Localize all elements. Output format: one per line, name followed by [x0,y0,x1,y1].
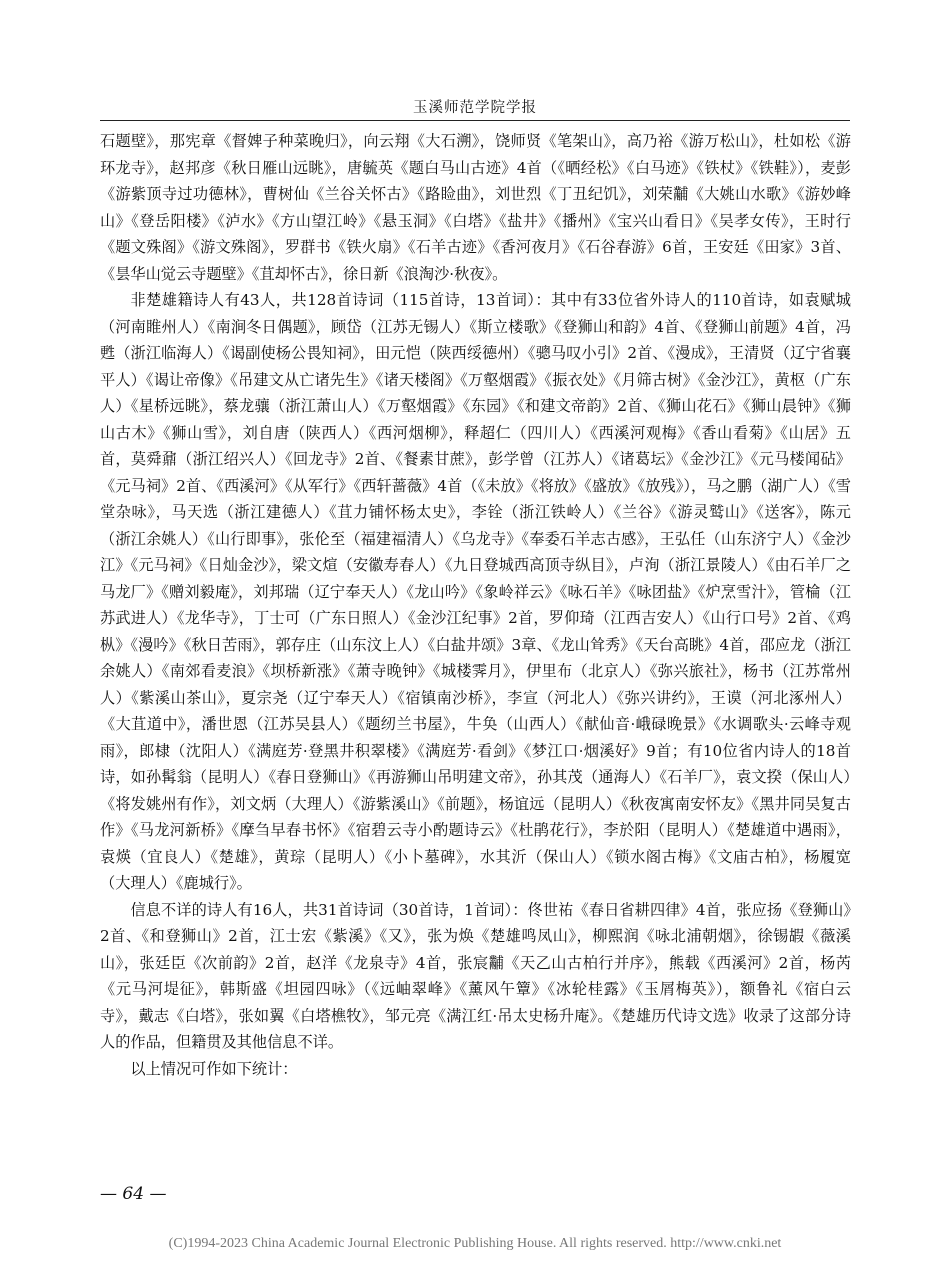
copyright-footer: (C)1994-2023 China Academic Journal Electronic Publishing House. All rights reserved. http://www.cnki.net [168,1236,782,1251]
article-body [100,128,851,1082]
paragraph-statistics-intro: 以上情况可作如下统计： [130,1059,298,1078]
header-rule [100,120,850,121]
paragraph-non-chuxiong-poets: 非楚雄籍诗人有43人，共128首诗词（115首诗，13首词）：其中有33位省外诗人的110首诗，如袁赋城（河南睢州人）《南涧冬日偶题》，顾岱（江苏无锡人）《斯立楼歌》《登狮山和韵》4首、《登狮山前题》4首，冯甦（浙江临海人）《谒副使杨公畏知祠》，田元恺（陕西绥德州）《骢马叹小引》2首、《漫成》，王清贤（辽宁省襄平人）《谒让帝像》《吊建文从亡诸先生》《诸天楼阁》《万壑烟霞》《振衣处》《月筛古树》《金沙江》，黄枢（广东人）《星桥远眺》，蔡龙骧（浙江萧山人）《万壑烟霞》《东园》《和建文帝韵》2首、《狮山花石》《狮山晨钟》《狮山古木》《狮山雪》，刘自唐（陕西人）《西河烟柳》，释超仁（四川人）《西溪河观梅》《香山看菊》《山居》五首，莫舜鼐（浙江绍兴人）《回龙寺》2首、《餐素甘蔗》，彭学曾（江苏人）《诸葛坛》《金沙江》《元马楼闻砧》《元马祠》2首、《西溪河》《从军行》《西轩蔷薇》4首（《未放》《将放》《盛放》《放残》），马之鹏（湖广人）《雪堂杂咏》，马天选（浙江建德人）《苴力铺怀杨太史》，李铨（浙江铁岭人）《兰谷》《游灵鹫山》《送客》，陈元（浙江余姚人）《山行即事》，张伦至（福建福清人）《乌龙寺》《奉委石羊志古感》，王弘任（山东济宁人）《金沙江》《元马祠》《日灿金沙》，梁文煊（安徽寿春人）《九日登城西高顶寺纵目》，卢洵（浙江景陵人）《由石羊厂之马龙厂》《赠刘毅庵》，刘邦瑞（辽宁奉天人）《龙山吟》《象岭祥云》《咏石羊》《咏团盐》《炉烹雪汁》，管棆（江苏武进人）《龙华寺》，丁士可（广东日照人）《金沙江纪事》2首，罗仰琦（江西吉安人）《山行口号》2首、《鸡枞》《漫吟》《秋日苦雨》，郭存庄（山东汶上人）《白盐井颂》3章、《龙山耸秀》《天台高眺》4首，邵应龙（浙江余姚人）《南郊看麦浪》《坝桥新涨》《萧寺晚钟》《城楼霁月》，伊里布（北京人）《弥兴旅社》，杨书（江苏常州人）《紫溪山茶山》，夏宗尧（辽宁奉天人）《宿镇南沙桥》，李宣（河北人）《弥兴讲约》，王谟（河北涿州人）《大苴道中》，潘世恩（江苏吴县人）《题纫兰书屋》，牛奂（山西人）《献仙音·峨碌晚景》《水调歌头·云峰寺观雨》，郎棣（沈阳人）《满庭芳·登黑井积翠楼》《满庭芳·看剑》《梦江口·烟溪好》9首；有10位省内诗人的18首诗，如孙髯翁（昆明人）《春日登狮山》《再游狮山吊明建文帝》，孙其茂（通海人）《石羊厂》，袁文揆（保山人）《将发姚州有作》，刘文炳（大理人）《游紫溪山》《前题》，杨谊远（昆明人）《秋夜寓南安怀友》《黑井同吴复古作》《马龙河新桥》《摩刍早春书怀》《宿碧云寺小酌题诗云》《杜鹃花行》，李於阳（昆明人）《楚雄道中遇雨》，袁煐（宜良人）《楚雄》，黄琮（昆明人）《小卜墓碑》，水其沂（保山人）《锁水阁古梅》《文庙古柏》，杨履宽（大理人）《鹿城行》。 [100,291,851,892]
paragraph-unknown-poets: 信息不详的诗人有16人，共31首诗词（30首诗，1首词）：佟世祐《春日省耕四律》4首，张应扬《登狮山》2首、《和登狮山》2首，江士宏《紫溪》《又》，张为焕《楚雄鸣凤山》，柳熙润《咏北浦朝烟》，徐锡嘏《薇溪山》，张廷臣《次前韵》2首，赵洋《龙泉寺》4首，张宸黼《天乙山古柏行并序》，熊载《西溪河》2首，杨芮《元马河堤征》，韩斯盛《坦园四咏》（《远岫翠峰》《薰风午簟》《冰轮桂露》《玉屑梅英》），额鲁礼《宿白云寺》，戴志《白塔》，张如翼《白塔樵牧》，邹元亮《满江红·吊太史杨升庵》。《楚雄历代诗文选》收录了这部分诗人的作品，但籍贯及其他信息不详。 [100,900,851,1051]
paragraph-continued: 石题壁》，那宪章《督婢子种菜晚归》，向云翔《大石溯》，饶师贤《笔架山》，高乃裕《游万松山》，杜如松《游环龙寺》，赵邦彦《秋日雁山远眺》，唐毓英《题白马山古迹》4首（《晒经松》《白马迹》《铁杖》《铁鞋》），麦彭《游紫顶寺过功德林》，曹树仙《兰谷关怀古》《路睑曲》，刘世烈《丁丑纪饥》，刘荣黼《大姚山水歌》《游妙峰山》《登岳阳楼》《泸水》《方山望江岭》《悬玉洞》《白塔》《盐井》《播州》《宝兴山看日》《吴孝女传》，王时行《题文殊阁》《游文殊阁》，罗群书《铁火扇》《石羊古迹》《香河夜月》《石谷春游》6首，王安廷《田家》3首、《昙华山觉云寺题壁》《苴却怀古》，徐日新《浪淘沙·秋夜》。 [100,132,851,283]
journal-header: 玉溪师范学院学报 [413,100,537,116]
page-number: — 64 — [100,1184,167,1204]
